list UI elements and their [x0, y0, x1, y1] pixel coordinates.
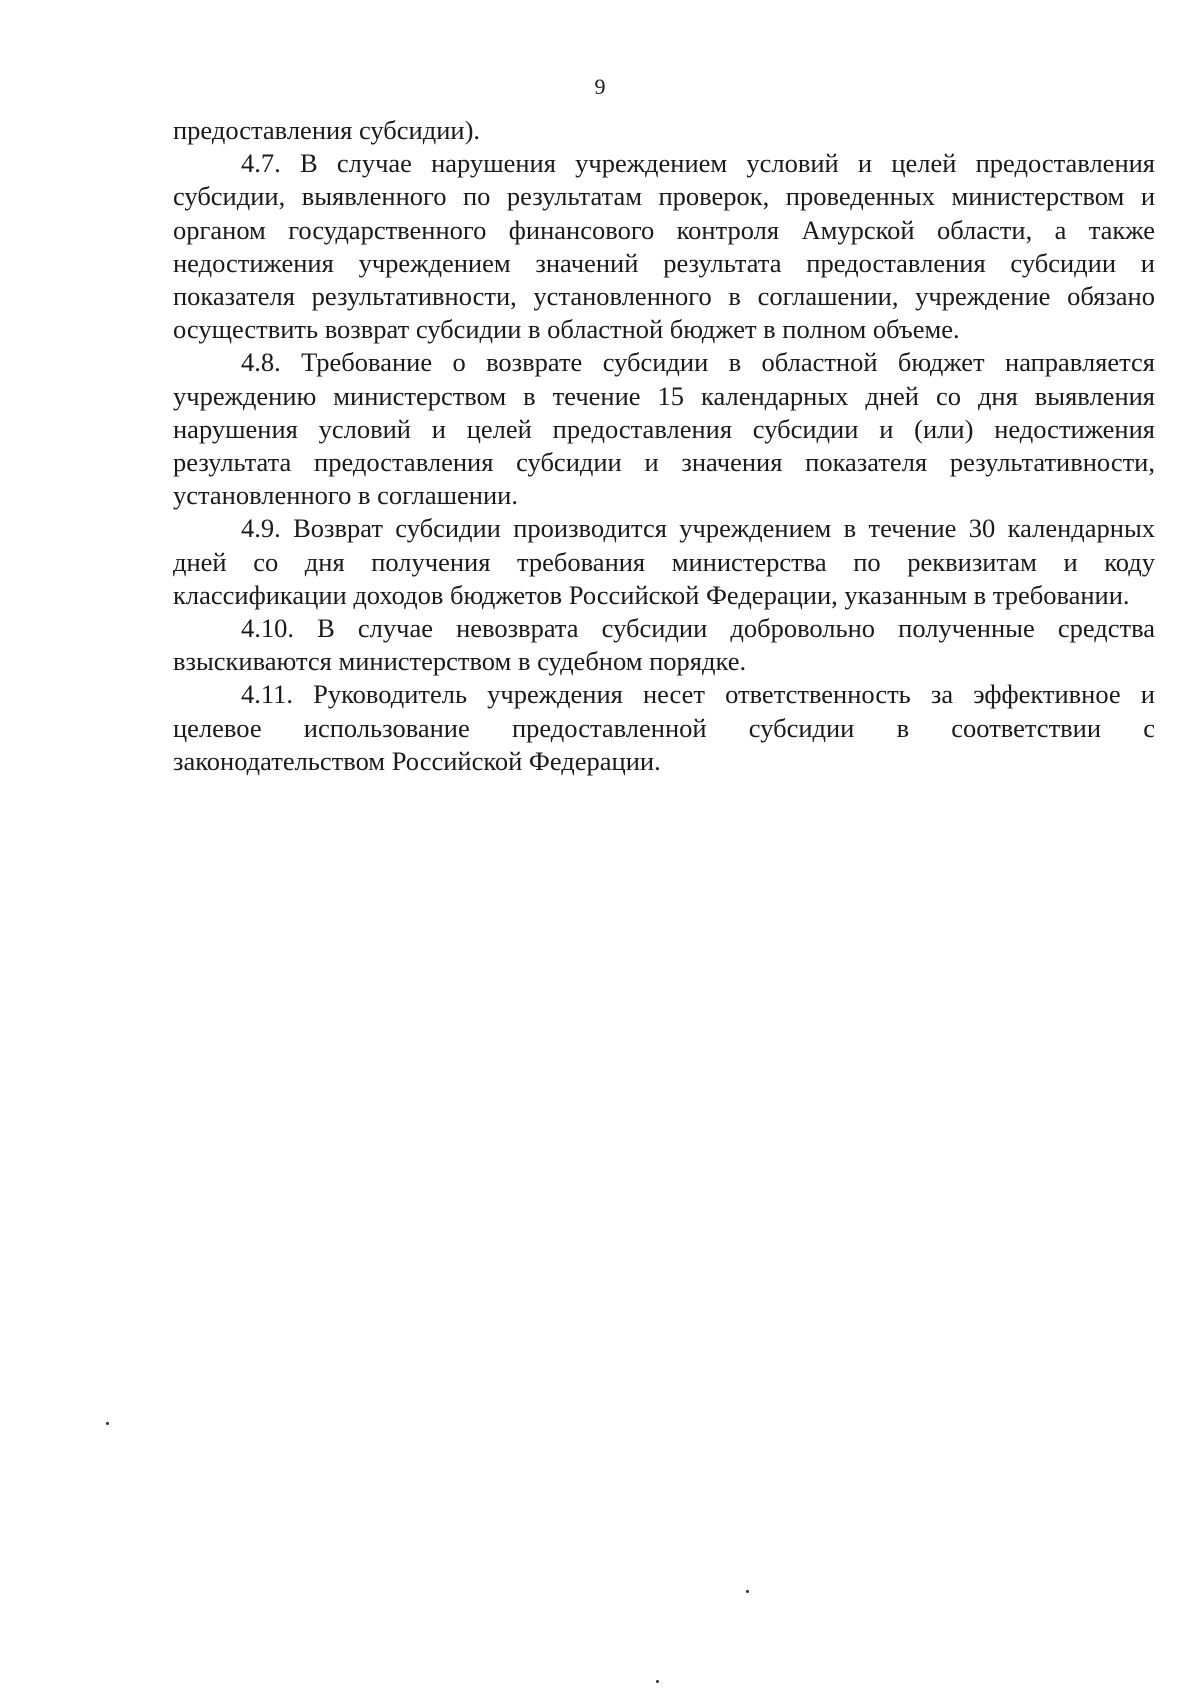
paragraph-4-8: 4.8. Требование о возврате субсидии в областной бюджет направляется учреждению министерством в течение 15 календарных дней со дня выявления нарушения условий и целей предоставления субсидии и (или) недостижения результата предоставления субсидии и значения показателя результативности, установленного в соглашении. [173, 347, 1155, 511]
document-body [173, 114, 1155, 778]
paragraph-continuation: предоставления субсидии). [173, 115, 481, 145]
scan-speck [746, 1590, 749, 1593]
page-number: 9 [594, 74, 606, 99]
scan-speck [656, 1680, 659, 1683]
paragraph-4-7: 4.7. В случае нарушения учреждением условий и целей предоставления субсидии, выявленного по результатам проверок, проведенных министерством и органом государственного финансового контроля Амурской области, а также недостижения учреждением значений результата предоставления субсидии и показателя результативности, установленного в соглашении, учреждение обязано осуществить возврат субсидии в областной бюджет в полном объеме. [173, 148, 1155, 345]
scan-speck [106, 1422, 109, 1425]
paragraph-4-11: 4.11. Руководитель учреждения несет ответственность за эффективное и целевое использование предоставленной субсидии в соответствии с законодательством Российской Федерации. [173, 679, 1155, 776]
paragraph-4-10: 4.10. В случае невозврата субсидии добровольно полученные средства взыскиваются министерством в судебном порядке. [173, 613, 1155, 677]
paragraph-4-9: 4.9. Возврат субсидии производится учреждением в течение 30 календарных дней со дня получения требования министерства по реквизитам и коду классификации доходов бюджетов Российской Федерации, указанным в требовании. [173, 513, 1155, 610]
